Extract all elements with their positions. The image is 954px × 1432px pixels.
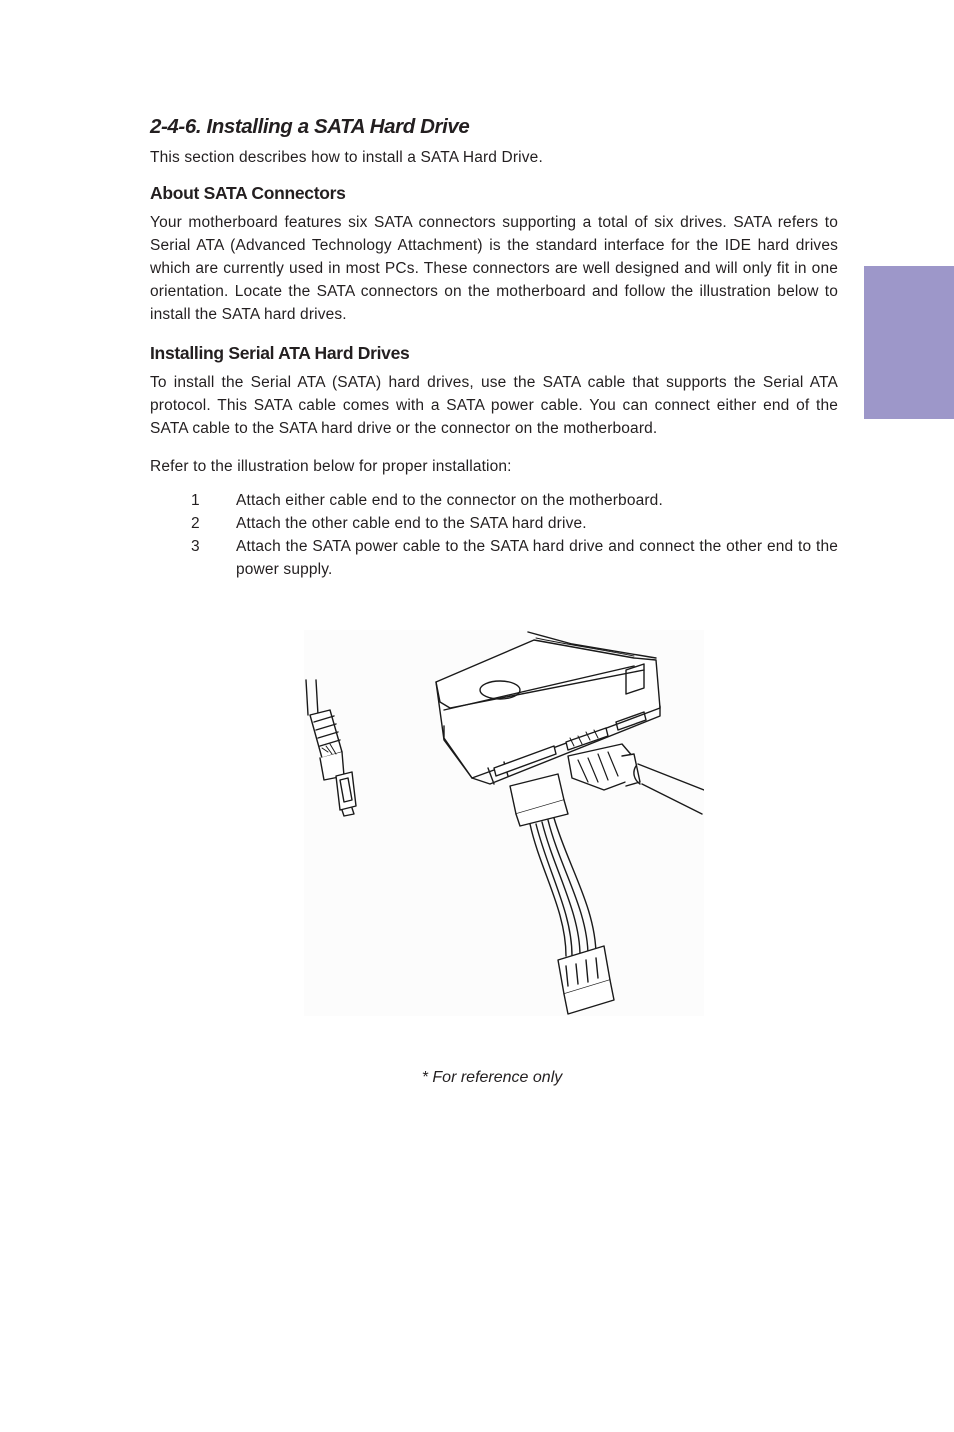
step-number: 1 [191, 492, 200, 509]
sata-cable-end-right [568, 744, 704, 814]
page-content [150, 112, 838, 581]
sata-illustration [304, 630, 704, 1016]
step-item [150, 535, 838, 581]
sata-cable-end-left [306, 680, 356, 816]
step-item [150, 489, 838, 512]
install-paragraph: To install the Serial ATA (SATA) hard drives, use the SATA cable that supports the Serial ATA protocol. This SATA cable comes with a SATA power cable. You can connect either end of the SATA cable to the SATA hard drive or the connector on the motherboard. [150, 374, 838, 437]
install-heading: Installing Serial ATA Hard Drives [150, 343, 410, 363]
refer-paragraph: Refer to the illustration below for proper installation: [150, 458, 512, 475]
steps-list [150, 489, 838, 581]
step-number: 2 [191, 515, 200, 532]
step-item [150, 512, 838, 535]
step-text: Attach the SATA power cable to the SATA hard drive and connect the other end to the power supply. [236, 538, 838, 578]
figure-caption: * For reference only [421, 1069, 563, 1086]
sata-power-cable [510, 774, 614, 1014]
chapter-side-tab [864, 266, 954, 419]
step-text: Attach either cable end to the connector on the motherboard. [236, 492, 663, 509]
about-paragraph: Your motherboard features six SATA connectors supporting a total of six drives. SATA refers to Serial ATA (Advanced Technology Attachment) is the standard interface for the IDE hard drives which are currently used in most PCs. These connectors are well designed and will only fit in one orientation. Locate the SATA connectors on the motherboard and follow the illustration below to install the SATA hard drives. [150, 214, 838, 323]
section-title: 2-4-6. Installing a SATA Hard Drive [150, 115, 470, 138]
step-number: 3 [191, 538, 200, 555]
about-heading: About SATA Connectors [150, 183, 346, 203]
step-text: Attach the other cable end to the SATA hard drive. [236, 515, 587, 532]
section-intro: This section describes how to install a SATA Hard Drive. [150, 149, 543, 166]
